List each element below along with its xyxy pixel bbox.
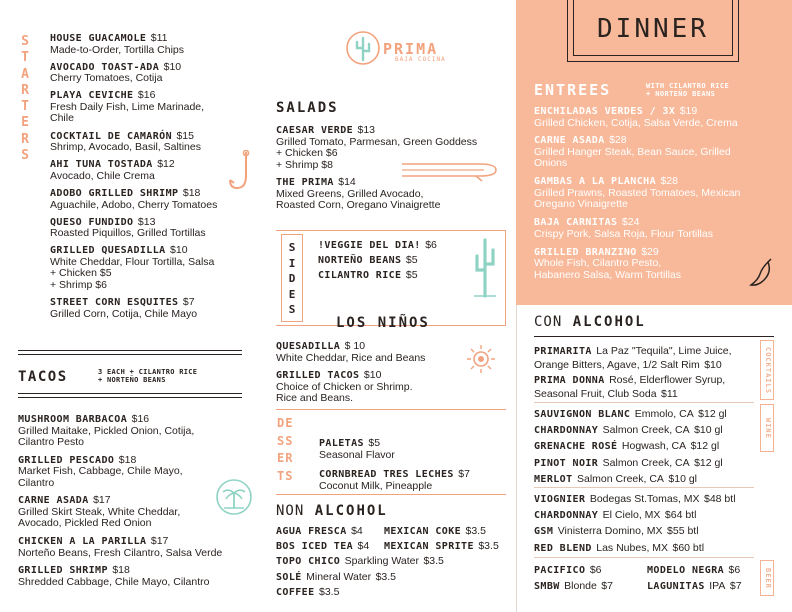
sides-label-letter: I [288,256,296,270]
cocktail-detail: La Paz "Tequila", Lime Juice, [596,345,732,357]
starters-vertical-label [18,34,32,164]
non-alcohol-title-b: ALCOHOL [314,503,388,519]
side-item-price: $6 [425,239,437,251]
entree-item-desc: Grilled Chicken, Cotija, Salsa Verde, Crema [534,116,738,129]
taco-item [18,534,258,559]
wine-item-name: GRENACHE ROSÉ [534,441,618,453]
ninos-item-price: $10 [363,369,382,381]
starters-label-letter: T [21,50,29,66]
cocktails-tag-text: COCKTAILS [763,346,772,394]
starter-item-name: ADOBO GRILLED SHRIMP [50,188,179,199]
starter-item-desc: + Shrimp $6 [50,278,107,291]
tacos-title: TACOS [18,369,68,385]
cocktail-name: PRIMARITA [534,346,592,357]
ninos-item [276,339,476,364]
entree-item-price: $29 [641,245,659,258]
beer-item-price: $7 [601,580,613,592]
cocktail-price: $10 [704,358,722,371]
non-alcohol-item-name: AGUA FRESCA [276,526,347,537]
starters-label-letter: T [21,99,29,115]
taco-item-desc: Avocado, Pickled Red Onion [18,517,152,530]
bottle-item-name: VIOGNIER [534,494,586,505]
starters-label-letter: R [21,131,29,147]
taco-item-desc: Grilled Maitake, Pickled Onion, Cotija, [18,424,195,437]
entrees-note-line-2: + NORTEÑO BEANS [646,90,716,98]
non-alcohol-item [276,554,444,568]
non-alcohol-title-a: NON [276,503,305,519]
beer-item [534,579,613,593]
beer-item-price: $7 [729,580,742,592]
side-item [318,238,458,252]
salad-item-price: $14 [338,176,356,188]
non-alcohol-item [276,570,396,584]
sides-label-letter: S [288,241,296,254]
starter-item [50,31,260,56]
wine-item-price: $12 gl [694,456,723,469]
side-item-price: $5 [405,254,418,266]
entrees-note-line-1: WITH CILANTRO RICE [646,82,730,90]
salad-item-desc: Mixed Greens, Grilled Avocado, [276,187,424,200]
bottle-item-detail: Las Nubes, MX [596,541,669,554]
entree-item-desc: Grilled Hanger Steak, Bean Sauce, Grilled [534,145,731,158]
taco-item-price: $18 [112,564,130,577]
starter-item-desc: White Cheddar, Flour Tortilla, Salsa [50,255,215,268]
entree-item-desc: Habanero Salsa, Warm Tortillas [534,268,682,281]
starter-item-desc: Avocado, Chile Crema [50,169,155,182]
taco-item-name: GRILLED SHRIMP [18,565,108,577]
starter-item [50,215,260,240]
beer-item-name: MODELO NEGRA [647,565,725,576]
ninos-item-desc: White Cheddar, Rice and Beans [276,351,426,364]
entree-item-price: $28 [660,175,678,188]
entree-item-name: GAMBAS A LA PLANCHA [534,176,656,188]
ninos-item [276,368,476,405]
dessert-item-price: $5 [368,437,381,449]
non-alcohol-item-detail: Sparkling Water [344,555,419,568]
beer-item-detail: IPA [709,580,726,592]
wine-item [534,439,719,453]
sun-icon [466,344,496,379]
starter-item-name: HOUSE GUACAMOLE [50,33,147,44]
palm-tree-icon [215,478,253,521]
non-alcohol-item [276,524,363,538]
starter-item-price: $10 [163,60,182,73]
entree-item-price: $28 [609,134,627,147]
dinner-title: DINNER [597,14,709,44]
entree-item-price: $19 [679,105,698,117]
salad-item-desc: Roasted Corn, Oregano Vinaigrette [276,199,441,211]
con-alcohol-title-a: CON [534,314,563,330]
wine-item [534,456,723,470]
dessert-item-name: PALETAS [319,438,364,449]
salad-item-desc: Grilled Tomato, Parmesan, Green Goddess [276,135,478,148]
starter-item-desc: Chile [50,112,74,125]
bottle-item-name: GSM [534,526,554,538]
starter-item [50,60,260,85]
sides-label-letter: E [288,287,296,301]
taco-item-price: $17 [93,494,111,507]
wine-tag-text: WINE [763,417,772,439]
entree-item-desc: Grilled Prawns, Roasted Tomatoes, Mexican [534,186,741,199]
tacos-note-line-2: + NORTEÑO BEANS [98,376,166,384]
ninos-item-price: $ 10 [344,340,366,352]
chili-pepper-icon [748,258,776,293]
bottle-item-name: CHARDONNAY [534,510,599,522]
starter-item-desc: Fresh Daily Fish, Lime Marinade, [50,100,205,113]
non-alcohol-item [276,539,369,553]
side-item-name: NORTEÑO BEANS [318,255,402,266]
entree-item-name: BAJA CARNITAS [534,217,618,229]
entree-item-name: ENCHILADAS VERDES / 3X [534,106,676,117]
ninos-title: LOS NIÑOS [336,315,430,331]
non-alcohol-item-name: MEXICAN COKE [384,526,462,537]
cocktails-tag [760,340,774,400]
starter-item [50,243,260,291]
starter-item-price: $13 [137,215,156,228]
wine-item-detail: Salmon Creek, CA [602,456,690,469]
bottle-item-price: $64 btl [664,509,697,522]
wine-item-detail: Emmolo, CA [634,408,694,420]
dessert-item-desc: Seasonal Flavor [319,448,395,461]
wine-item [534,407,727,421]
starters-label-letter: S [21,34,29,49]
tacos-note [98,368,197,384]
desserts-vertical-label [277,415,303,485]
taco-item-desc: Norteño Beans, Fresh Cilantro, Salsa Verde [18,546,223,559]
beer-item [647,579,742,593]
starter-item-price: $11 [150,32,168,44]
salads-title: SALADS [276,100,339,116]
starter-item-price: $18 [182,187,201,199]
non-alcohol-item-name: COFFEE [276,586,315,598]
sides-label-letter: S [288,303,296,316]
bottle-item-name: RED BLEND [534,542,592,554]
brand-tagline: BAJA COCINA [395,56,446,63]
non-alcohol-item-price: $3.5 [465,525,486,537]
wine-item-name: CHARDONNAY [534,425,599,437]
taco-item-desc: Market Fish, Cabbage, Chile Mayo, [18,465,183,478]
salad-item-price: $13 [357,124,376,136]
dessert-item-name: CORNBREAD TRES LECHES [319,469,454,480]
entree-item [534,215,784,240]
wine-item-name: SAUVIGNON BLANC [534,409,631,420]
side-item-price: $5 [405,269,418,281]
starter-item-name: COCKTAIL DE CAMARÓN [50,130,172,142]
starters-label-letter: A [21,66,29,82]
taco-item-price: $18 [118,453,137,466]
wine-item-price: $10 gl [694,424,723,437]
bottle-item-price: $60 btl [672,541,705,554]
beer-item-name: LAGUNITAS [647,581,705,592]
dessert-item [319,436,519,461]
ninos-item-desc: Rice and Beans. [276,392,354,404]
starter-item-name: GRILLED QUESADILLA [50,245,166,257]
non-alcohol-title [276,503,388,519]
entree-item-desc: Whole Fish, Cilantro Pesto, [534,257,662,270]
starter-item-desc: + Chicken $5 [50,267,112,280]
prima-logo [345,30,455,80]
non-alcohol-item [276,585,339,599]
entree-item [534,245,784,282]
starter-item [50,295,260,320]
entree-item-price: $24 [621,216,640,229]
ninos-item-name: GRILLED TACOS [276,370,360,381]
beer-item-detail: Blonde [564,580,597,592]
starters-label-letter: R [21,82,29,98]
side-item-name: CILANTRO RICE [318,270,402,281]
entree-item [534,174,784,211]
taco-item-name: CHICKEN A LA PARILLA [18,536,147,548]
starter-item-name: PLAYA CEVICHE [50,90,134,102]
bottle-item [534,492,736,506]
entrees-note [646,82,729,98]
dessert-item-price: $7 [458,468,470,480]
cocktail-item [534,373,759,400]
taco-item-price: $16 [131,413,150,425]
non-alcohol-item-name: TOPO CHICO [276,556,341,568]
cocktail-name: PRIMA DONNA [534,375,605,386]
brand-name: PRIMA [383,40,439,58]
starter-item-price: $12 [157,158,175,171]
taco-item [18,563,258,588]
tacos-note-line-1: 3 EACH + CILANTRO RICE [98,368,198,376]
wine-item-detail: Salmon Creek, CA [602,424,690,437]
wine-item-price: $12 gl [698,408,727,420]
starter-item-desc: Shrimp, Avocado, Basil, Saltines [50,141,201,154]
starter-item-price: $16 [137,89,156,102]
entree-item-desc: Onions [534,157,568,170]
wine-item-detail: Salmon Creek, CA [576,472,664,485]
desserts-label-chunk: DE [277,416,294,430]
salad-item-desc: + Chicken $6 [276,147,338,159]
bottle-item-detail: El Cielo, MX [602,509,661,522]
side-item [318,268,458,282]
side-item [318,253,458,267]
starter-item [50,88,260,125]
entree-item [534,104,784,129]
taco-item-price: $17 [150,535,169,548]
taco-item-desc: Grilled Skirt Steak, White Cheddar, [18,505,181,518]
non-alcohol-item-name: BOS ICED TEA [276,541,354,553]
starter-item-name: AVOCADO TOAST-ADA [50,61,160,73]
cocktail-item [534,344,759,371]
starter-item-price: $7 [182,296,195,309]
non-alcohol-item-name: MEXICAN SPRITE [384,541,474,553]
starter-item-price: $10 [170,244,188,257]
salad-item-name: CAESAR VERDE [276,125,354,136]
entree-item-name: GRILLED BRANZINO [534,246,637,258]
starter-item-desc: Grilled Corn, Cotija, Chile Mayo [50,307,198,320]
starter-item-name: QUESO FUNDIDO [50,216,134,228]
desserts-label-chunk: TS [277,468,294,483]
dessert-item [319,467,519,492]
non-alcohol-item-price: $3.5 [318,585,340,598]
wine-item-name: MERLOT [534,473,573,485]
beer-item-price: $6 [589,564,602,576]
taco-item-name: MUSHROOM BARBACOA [18,414,128,425]
beer-item-name: PACIFICO [534,565,586,576]
side-item-name: !VEGGIE DEL DIA! [318,240,421,251]
taco-item-name: GRILLED PESCADO [18,454,115,466]
bottle-item-detail: Bodegas St.Tomas, MX [589,493,700,505]
taco-item-desc: Cilantro Pesto [18,436,84,448]
fish-hook-icon [226,150,256,199]
cocktail-detail: Rosé, Elderflower Syrup, [609,374,726,386]
wine-item [534,472,697,486]
bottle-item [534,541,704,555]
non-alcohol-item-price: $3.5 [478,540,499,553]
con-alcohol-title [534,314,646,330]
cocktail-price: $11 [661,387,678,400]
taco-item-desc: Cilantro [18,476,55,489]
bottle-item [534,524,699,538]
dessert-item-desc: Coconut Milk, Pineapple [319,479,433,492]
taco-item [18,412,258,449]
entree-item-desc: Crispy Pork, Salsa Roja, Flour Tortillas [534,227,713,240]
bottle-item [534,508,696,522]
non-alcohol-item-price: $3.5 [423,555,444,568]
non-alcohol-item-price: $4 [351,525,363,537]
starter-item-name: AHI TUNA TOSTADA [50,159,153,171]
starter-item-price: $15 [176,129,194,142]
salad-item-desc: + Shrimp $8 [276,158,333,171]
bottle-item-detail: Vinisterra Domino, MX [557,525,663,538]
non-alcohol-item-name: SOLÉ [276,571,302,583]
beer-item-price: $6 [728,564,741,576]
bottle-item-price: $55 btl [667,525,699,538]
desserts-label-chunk: SS [277,433,294,448]
starters-label-letter: S [21,148,29,164]
non-alcohol-item [384,539,499,553]
taco-item-name: CARNE ASADA [18,495,89,507]
starters-label-letter: E [21,115,29,131]
ninos-item-name: QUESADILLA [276,341,341,352]
con-alcohol-title-b: ALCOHOL [572,314,646,330]
starter-item-desc: Aguachile, Adobo, Cherry Tomatoes [50,198,218,211]
cocktail-detail-2: Seasonal Fruit, Club Soda [534,387,657,400]
wine-item [534,423,723,437]
wine-item-name: PINOT NOIR [534,457,599,469]
non-alcohol-item-detail: Mineral Water [306,570,372,583]
non-alcohol-item-price: $3.5 [375,570,396,583]
beer-tag-text: BEER [763,567,772,589]
non-alcohol-item-price: $4 [357,540,370,553]
desserts-label-chunk: ER [277,451,294,465]
beer-tag [760,560,774,596]
cactus-icon [472,236,498,303]
starter-item-desc: Made-to-Order, Tortilla Chips [50,43,185,56]
taco-item-desc: Shredded Cabbage, Chile Mayo, Cilantro [18,575,210,588]
bottle-item-price: $48 btl [704,493,736,505]
beer-item-name: SMBW [534,581,560,592]
entree-item [534,133,784,170]
ninos-item-desc: Choice of Chicken or Shrimp. [276,380,413,393]
entree-item-desc: Oregano Vinaigrette [534,198,628,211]
surfboard-icon [400,158,498,187]
sides-label-letter: D [288,272,296,285]
starter-item-name: STREET CORN ESQUITES [50,297,179,309]
wine-tag [760,404,774,452]
wine-item-detail: Hogwash, CA [621,440,687,453]
starter-item-desc: Roasted Piquillos, Grilled Tortillas [50,227,206,240]
salad-item-name: THE PRIMA [276,177,334,188]
sides-vertical-label [286,240,298,318]
beer-item [534,563,602,577]
non-alcohol-item [384,524,486,538]
beer-item [647,563,740,577]
wine-item-price: $10 gl [668,472,697,485]
starter-item-desc: Cherry Tomatoes, Cotija [50,72,163,85]
wine-item-price: $12 gl [690,440,720,453]
cocktail-detail-2: Orange Bitters, Agave, 1/2 Salt Rim [534,358,700,371]
entree-item-name: CARNE ASADA [534,135,605,147]
entrees-title: ENTREES [534,81,612,99]
